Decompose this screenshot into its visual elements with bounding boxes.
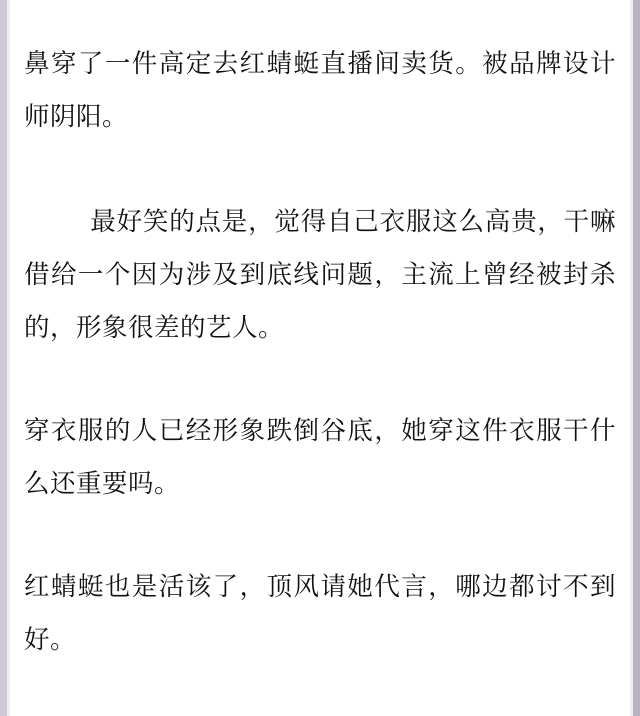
page-left-border-inner	[7, 0, 10, 716]
paragraph-1: 鼻穿了一件高定去红蜻蜓直播间卖货。被品牌设计师阴阳。	[24, 49, 616, 132]
document-text-body	[24, 0, 616, 716]
paragraph-3: 穿衣服的人已经形象跌倒谷底，她穿这件衣服干什么还重要吗。	[24, 416, 616, 499]
paragraph-4: 红蜻蜓也是活该了，顶风请她代言，哪边都讨不到好。	[24, 572, 616, 655]
page-left-border	[0, 0, 7, 716]
page-right-border	[633, 0, 640, 716]
paragraph-2: 最好笑的点是，觉得自己衣服这么高贵，干嘛借给一个因为涉及到底线问题，主流上曾经被封杀的，形象很差的艺人。	[24, 207, 616, 343]
page-right-border-inner	[630, 0, 633, 716]
